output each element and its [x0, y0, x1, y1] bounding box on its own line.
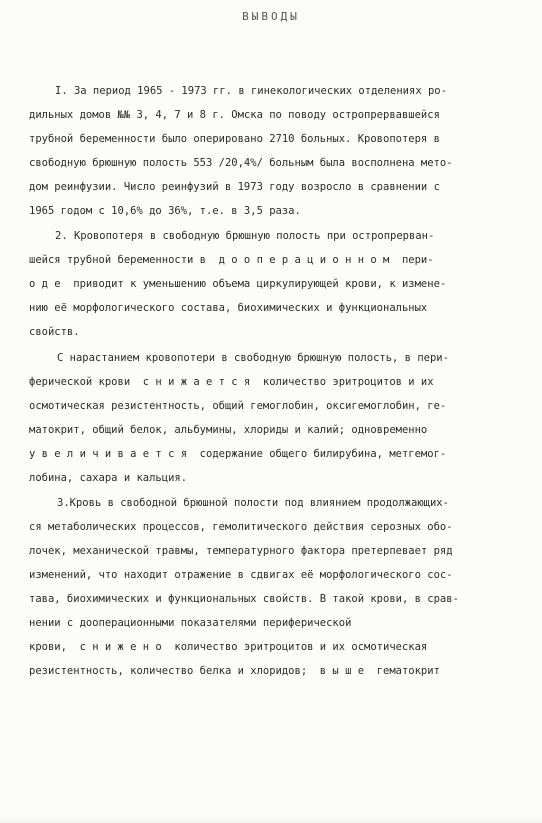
- text-line-6: 1965 годом с 10,6% до 36%, т.е. в 3,5 раза.: [29, 205, 301, 217]
- text-line-21: изменений, что находит отражение в сдвигах её морфологического сос-: [29, 569, 453, 581]
- text-line-1: I. За период 1965 - 1973 гг. в гинекологических отделениях ро-: [55, 85, 447, 97]
- text-line-5: дом реинфузии. Число реинфузий в 1973 году возросло в сравнении с: [29, 181, 440, 193]
- text-line-22: тава, биохимических и функциональных свойств. В такой крови, в срав-: [29, 593, 459, 605]
- text-line-9: о д е приводит к уменьшению объема циркулирующей крови, к измене-: [29, 278, 447, 290]
- text-line-7: 2. Кровопотеря в свободную брюшную полость при остропрерван-: [55, 230, 435, 242]
- text-line-12: С нарастанием кровопотери в свободную брюшную полость, в пери-: [57, 352, 449, 364]
- text-line-19: ся метаболических процессов, гемолитического действия серозных обо-: [29, 521, 453, 533]
- text-line-24: крови, с н и ж е н о количество эритроцитов и их осмотическая: [29, 641, 428, 653]
- text-line-15: матокрит, общий белок, альбумины, хлориды и калий; одновременно: [29, 424, 428, 436]
- text-line-10: нию её морфологического состава, биохимических и функциональных: [29, 302, 428, 314]
- text-line-23: нении с дооперационными показателями периферической: [29, 617, 352, 629]
- text-line-8: шейся трубной беременности в д о о п е р а ц и о н н о м пери-: [29, 254, 434, 266]
- text-line-17: лобина, сахара и кальция.: [29, 472, 188, 484]
- text-line-25: резистентность, количество белка и хлоридов; в ы ш е гематокрит: [29, 665, 440, 677]
- text-line-3: трубной беременности было оперировано 2710 больных. Кровопотеря в: [29, 133, 440, 145]
- text-line-4: свободную брюшную полость 553 /20,4%/ больным была восполнена мето-: [29, 157, 453, 169]
- text-line-2: дильных домов №№ 3, 4, 7 и 8 г. Омска по поводу остропрервавшейся: [29, 109, 440, 121]
- text-line-14: осмотическая резистентность, общий гемоглобин, оксигемоглобин, ге-: [29, 400, 447, 412]
- text-line-16: у в е л и ч и в а е т с я содержание общего билирубина, метгемог-: [29, 448, 447, 460]
- page-heading: ВЫВОДЫ: [242, 10, 300, 23]
- text-line-13: ферической крови с н и ж а е т с я количество эритроцитов и их: [29, 376, 434, 388]
- text-line-20: лочек, механической травмы, температурного фактора претерпевает ряд: [29, 545, 453, 557]
- text-line-18: 3.Кровь в свободной брюшной полости под влиянием продолжающих-: [57, 497, 449, 509]
- text-line-11: свойств.: [29, 326, 80, 338]
- page-bottom-shade: [0, 817, 542, 823]
